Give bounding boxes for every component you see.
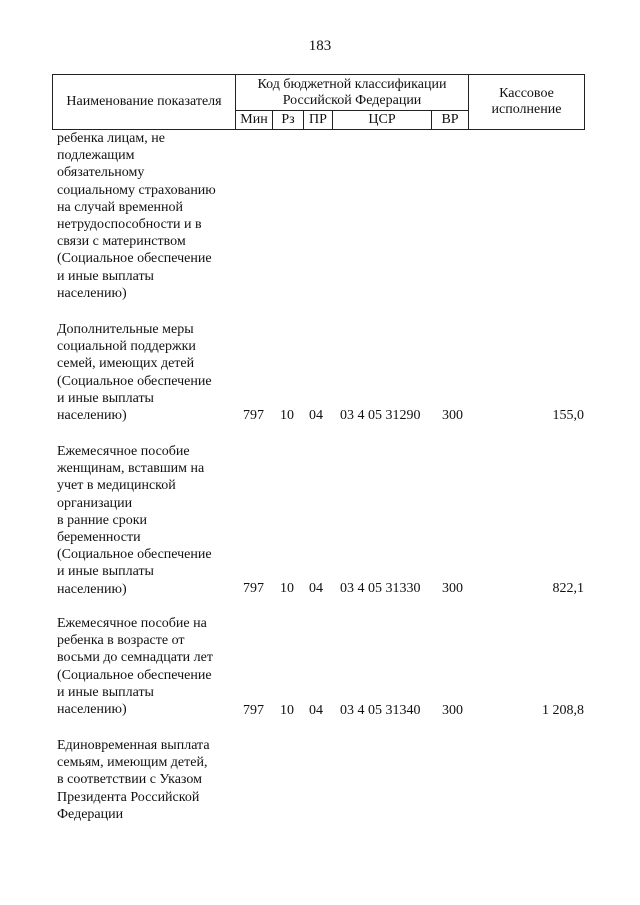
header-code-group: Код бюджетной классификации Российской Федерации: [236, 75, 469, 111]
row-name: ребенка лицам, не подлежащим обязательному социальному страхованию на случай временной нетрудоспособности и в связи с материнством (Социальное обеспечение и иные выплаты населению): [57, 131, 216, 301]
row-rz: 10: [280, 581, 294, 596]
header-name-column: Наименование показателя: [53, 75, 236, 130]
row-rz: 10: [280, 703, 294, 718]
row-min: 797: [243, 703, 264, 718]
row-pr: 04: [309, 703, 323, 718]
row-name: Ежемесячное пособие женщинам, вставшим на учет в медицинской организации в ранние сроки беременности (Социальное обеспечение и иные выплаты населению): [57, 444, 212, 597]
row-amount: 822,1: [552, 581, 584, 596]
row-rz: 10: [280, 408, 294, 423]
row-vr: 300: [442, 703, 463, 718]
row-name: Дополнительные меры социальной поддержки семей, имеющих детей (Социальное обеспечение и иные выплаты населению): [57, 322, 212, 424]
header-col-vr: ВР: [432, 111, 469, 130]
row-vr: 300: [442, 408, 463, 423]
header-col-rz: Рз: [273, 111, 304, 130]
row-min: 797: [243, 408, 264, 423]
row-min: 797: [243, 581, 264, 596]
row-amount: 1 208,8: [542, 703, 584, 718]
row-csr: 03 4 05 31330: [340, 581, 421, 596]
header-col-pr: ПР: [304, 111, 333, 130]
row-name: Ежемесячное пособие на ребенка в возрасте от восьми до семнадцати лет (Социальное обеспечение и иные выплаты населению): [57, 616, 213, 718]
row-pr: 04: [309, 408, 323, 423]
header-amount-column: Кассовое исполнение: [469, 75, 585, 130]
row-name: Единовременная выплата семьям, имеющим детей, в соответствии с Указом Президента Российской Федерации: [57, 738, 210, 822]
header-col-min: Мин: [236, 111, 273, 130]
row-vr: 300: [442, 581, 463, 596]
row-pr: 04: [309, 581, 323, 596]
row-csr: 03 4 05 31340: [340, 703, 421, 718]
row-amount: 155,0: [552, 408, 584, 423]
row-csr: 03 4 05 31290: [340, 408, 421, 423]
header-col-csr: ЦСР: [333, 111, 432, 130]
page-number: 183: [308, 38, 332, 54]
